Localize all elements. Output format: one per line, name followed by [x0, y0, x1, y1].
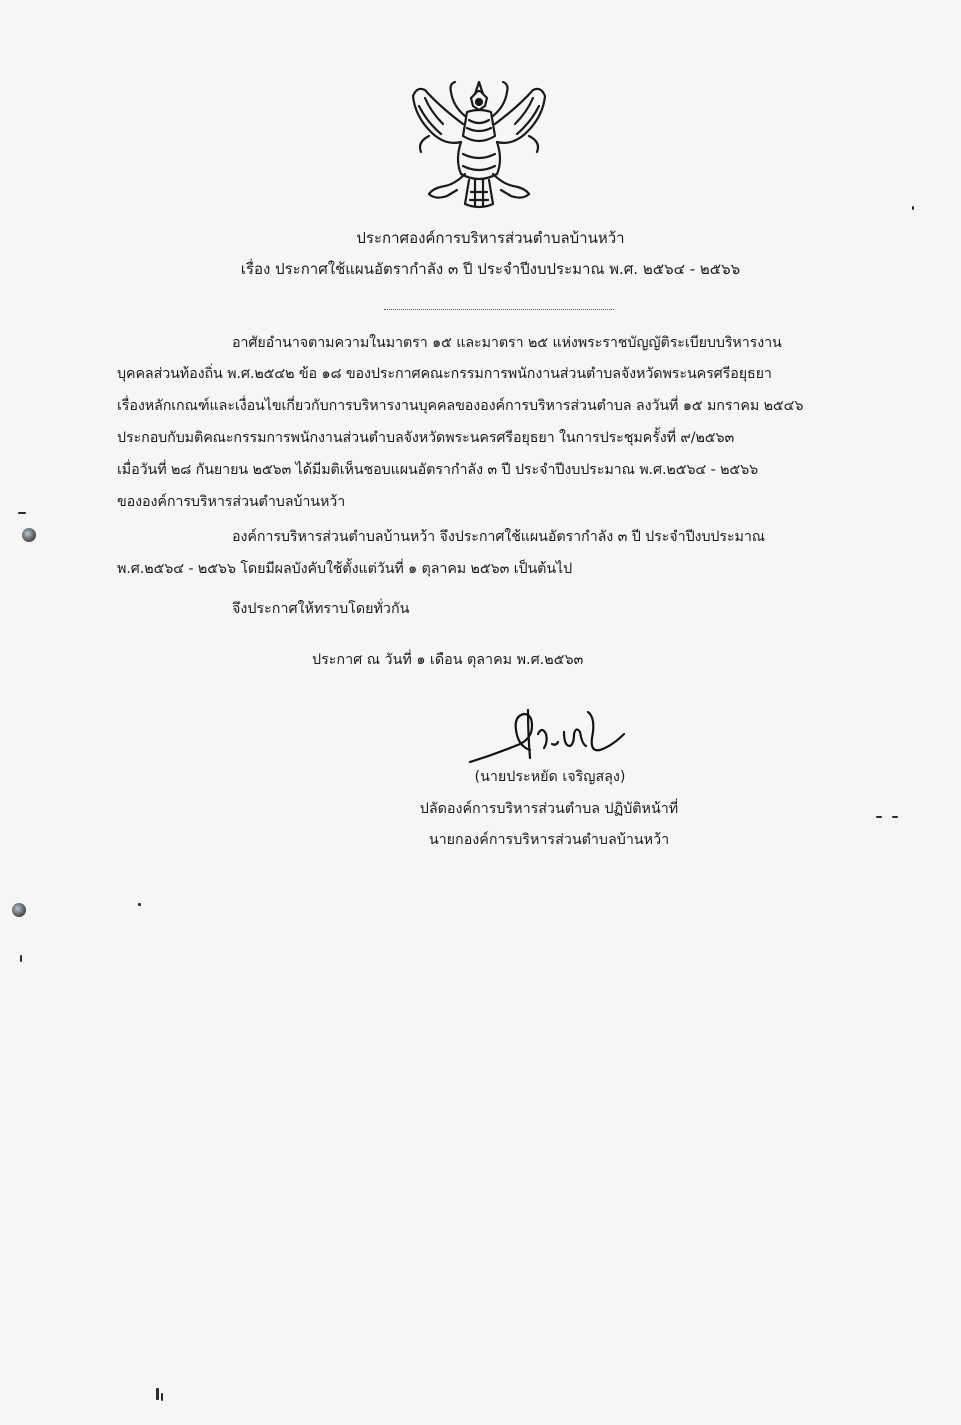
announcement-title: ประกาศองค์การบริหารส่วนตำบลบ้านหว้า: [356, 229, 625, 247]
scan-speck: [161, 1393, 163, 1401]
scan-speck: [20, 955, 22, 962]
scan-speck: [18, 512, 26, 514]
divider: [384, 309, 614, 310]
punch-hole-icon: [12, 903, 26, 917]
body-line: ประกอบกับมติคณะกรรมการพนักงานส่วนตำบลจังหวัดพระนครศรีอยุธยา ในการประชุมครั้งที่ ๙/๒๕๖๓: [117, 430, 735, 446]
signatory-acting-position: นายกองค์การบริหารส่วนตำบลบ้านหว้า: [428, 832, 670, 848]
body-line: อาศัยอำนาจตามความในมาตรา ๑๕ และมาตรา ๒๕ แห่งพระราชบัญญัติระเบียบบริหารงาน: [232, 335, 782, 351]
body-line: องค์การบริหารส่วนตำบลบ้านหว้า จึงประกาศใช้แผนอัตรากำลัง ๓ ปี ประจำปีงบประมาณ: [232, 529, 765, 545]
date-line: ประกาศ ณ วันที่ ๑ เดือน ตุลาคม พ.ศ.๒๕๖๓: [312, 652, 584, 668]
scan-speck: [876, 816, 882, 818]
body-line: บุคคลส่วนท้องถิ่น พ.ศ.๒๕๔๒ ข้อ ๑๘ ของประกาศคณะกรรมการพนักงานส่วนตำบลจังหวัดพระนครศรีอยุธยา: [117, 366, 772, 382]
signatory-position: ปลัดองค์การบริหารส่วนตำบล ปฏิบัติหน้าที่: [419, 801, 679, 817]
announcement-subject: เรื่อง ประกาศใช้แผนอัตรากำลัง ๓ ปี ประจำปีงบประมาณ พ.ศ. ๒๕๖๔ - ๒๕๖๖: [240, 260, 741, 278]
body-line: ขององค์การบริหารส่วนตำบลบ้านหว้า: [117, 494, 346, 510]
signatory-name: (นายประหยัด เจริญสลุง): [474, 769, 626, 785]
handwritten-signature: [466, 704, 634, 766]
body-line: เมื่อวันที่ ๒๘ กันยายน ๒๕๖๓ ได้มีมติเห็นชอบแผนอัตรากำลัง ๓ ปี ประจำปีงบประมาณ พ.ศ.๒๕๖๔ - ๒๕๖๖: [117, 462, 759, 478]
body-line: เรื่องหลักเกณฑ์และเงื่อนไขเกี่ยวกับการบริหารงานบุคคลขององค์การบริหารส่วนตำบล ลงวันที่ ๑๕ มกราคม ๒๕๔๖: [117, 398, 804, 414]
announce-line: จึงประกาศให้ทราบโดยทั่วกัน: [232, 601, 410, 617]
scan-speck: [138, 903, 141, 906]
punch-hole-icon: [22, 528, 36, 542]
garuda-emblem-icon: [405, 76, 553, 214]
body-line: พ.ศ.๒๕๖๔ - ๒๕๖๖ โดยมีผลบังคับใช้ตั้งแต่วันที่ ๑ ตุลาคม ๒๕๖๓ เป็นต้นไป: [117, 561, 573, 577]
scan-speck: [892, 816, 898, 818]
scan-speck: [156, 1388, 159, 1400]
scan-speck: [912, 206, 914, 210]
